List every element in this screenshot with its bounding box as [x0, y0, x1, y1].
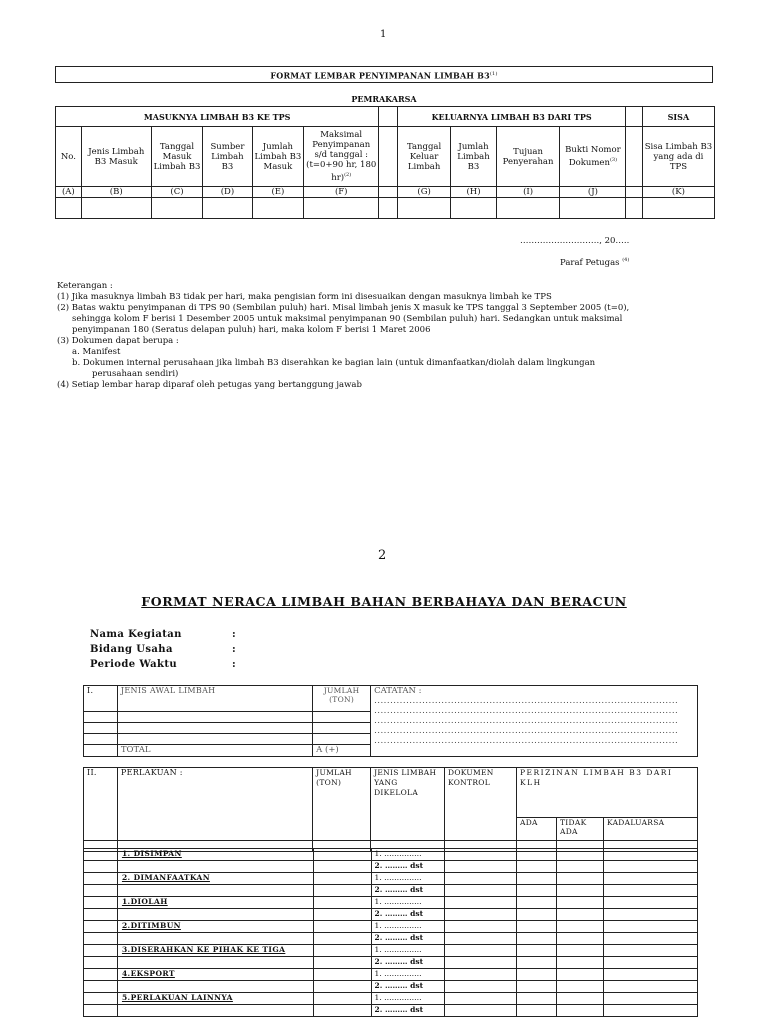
entry-cell[interactable] — [557, 873, 604, 885]
entry-cell[interactable] — [151, 198, 202, 219]
jumlah-cell[interactable] — [313, 909, 371, 921]
perlakuan-label — [117, 909, 313, 921]
entry-cell[interactable] — [604, 945, 698, 957]
perlakuan-row — [84, 981, 698, 993]
spacer-cell — [626, 107, 642, 127]
perlakuan-label — [117, 981, 313, 993]
sub-item[interactable]: 2. ……… dst — [371, 933, 445, 945]
blank-cell — [84, 849, 118, 861]
entry-cell[interactable] — [557, 885, 604, 897]
pemrakarsa-heading: PEMRAKARSA — [351, 94, 417, 104]
jumlah-cell[interactable] — [313, 861, 371, 873]
blank-cell — [84, 885, 118, 897]
section-keluar: KELUARNYA LIMBAH B3 DARI TPS — [397, 107, 626, 127]
entry-cell[interactable] — [517, 897, 557, 909]
sub-item[interactable]: 1. …………… — [371, 921, 445, 933]
entry-cell[interactable] — [445, 849, 517, 861]
entry-cell[interactable] — [517, 933, 557, 945]
code-c: (C) — [151, 187, 202, 198]
jumlah-ton-header-2: JUMLAH (TON) — [313, 768, 371, 841]
col-tujuan: Tujuan Penyerahan — [496, 127, 560, 187]
perlakuan-header: PERLAKUAN : — [117, 768, 312, 841]
col-bukti-sup: (3) — [609, 157, 618, 164]
note-3a: a. Manifest — [72, 347, 121, 357]
entry-cell[interactable] — [604, 909, 698, 921]
sub-item[interactable]: 2. ……… dst — [371, 981, 445, 993]
sub-item[interactable]: 1. …………… — [371, 849, 445, 861]
entry-cell[interactable] — [517, 909, 557, 921]
code-g: (G) — [397, 187, 451, 198]
blank-cell — [84, 745, 118, 757]
total-label: TOTAL — [117, 745, 312, 757]
entry-cell[interactable] — [517, 957, 557, 969]
meta-sep: : — [232, 644, 237, 655]
keterangan-notes — [57, 281, 717, 391]
entry-cell[interactable] — [604, 957, 698, 969]
sub-item[interactable]: 1. …………… — [371, 873, 445, 885]
neraca-title: FORMAT NERACA LIMBAH BAHAN BERBAHAYA DAN BERACUN — [141, 594, 627, 609]
entry-cell[interactable] — [445, 933, 517, 945]
column-header-row — [56, 127, 715, 187]
entry-cell[interactable] — [445, 897, 517, 909]
section-sisa: SISA — [642, 107, 714, 127]
blank-cell — [84, 909, 118, 921]
section-masuk: MASUKNYA LIMBAH B3 KE TPS — [56, 107, 379, 127]
entry-cell[interactable] — [604, 1005, 698, 1017]
perlakuan-row — [84, 909, 698, 921]
blank-cell — [84, 897, 118, 909]
blank-cell — [84, 1005, 118, 1017]
entry-cell[interactable] — [445, 885, 517, 897]
meta-label: Bidang Usaha — [90, 644, 173, 655]
catatan-line: ............................................................................................... — [374, 716, 679, 726]
entry-cell[interactable] — [445, 1005, 517, 1017]
entry-cell[interactable] — [517, 945, 557, 957]
perlakuan-label: 1.DIOLAH — [117, 897, 313, 909]
meta-bidang-usaha — [90, 644, 236, 655]
sub-item[interactable]: 2. ……… dst — [371, 861, 445, 873]
keterangan-title: Keterangan : — [57, 281, 113, 291]
entry-cell[interactable] — [117, 712, 312, 723]
entry-cell[interactable] — [517, 849, 557, 861]
sub-item[interactable]: 2. ……… dst — [371, 957, 445, 969]
blank-cell — [84, 957, 118, 969]
entry-cell[interactable] — [604, 921, 698, 933]
entry-cell[interactable] — [557, 909, 604, 921]
page-number-2: 2 — [378, 548, 387, 563]
storage-table — [55, 106, 715, 219]
blank-cell — [84, 993, 118, 1005]
jumlah-cell[interactable] — [313, 849, 371, 861]
perlakuan-row — [84, 945, 698, 957]
entry-cell[interactable] — [557, 921, 604, 933]
paraf-sup: (4) — [622, 257, 630, 263]
perlakuan-label: 1. DISIMPAN — [117, 849, 313, 861]
sub-item[interactable]: 2. ……… dst — [371, 1005, 445, 1017]
entry-cell[interactable] — [517, 969, 557, 981]
jumlah-cell[interactable] — [313, 1005, 371, 1017]
code-i: (I) — [496, 187, 560, 198]
perlakuan-label: 3.DISERAHKAN KE PIHAK KE TIGA — [117, 945, 313, 957]
perlakuan-row — [84, 957, 698, 969]
sub-item[interactable]: 2. ……… dst — [371, 909, 445, 921]
perlakuan-row — [84, 873, 698, 885]
entry-cell[interactable] — [557, 1005, 604, 1017]
note-2-cont: penyimpanan 180 (Seratus delapan puluh) hari, maka kolom F berisi 1 Maret 2006 — [72, 325, 431, 335]
entry-cell[interactable] — [557, 897, 604, 909]
entry-cell[interactable] — [445, 921, 517, 933]
catatan-line: ............................................................................................... — [374, 736, 679, 746]
entry-cell[interactable] — [313, 712, 371, 723]
perlakuan-row — [84, 885, 698, 897]
col-sisa: Sisa Limbah B3 yang ada di TPS — [642, 127, 714, 187]
col-maksimal-sup: (2) — [344, 172, 352, 179]
code-k: (K) — [642, 187, 714, 198]
perlakuan-row — [84, 993, 698, 1005]
entry-cell[interactable] — [397, 198, 451, 219]
entry-cell[interactable] — [445, 861, 517, 873]
jumlah-cell[interactable] — [313, 981, 371, 993]
spacer-cell — [379, 198, 398, 219]
total-value: A (+) — [313, 745, 371, 757]
entry-cell[interactable] — [517, 921, 557, 933]
perlakuan-label: 5.PERLAKUAN LAINNYA — [117, 993, 313, 1005]
entry-cell[interactable] — [304, 198, 379, 219]
sub-item[interactable]: 1. …………… — [371, 993, 445, 1005]
perlakuan-row — [84, 921, 698, 933]
entry-cell[interactable] — [313, 734, 371, 745]
jenis-dikelola-header: JENIS LIMBAH YANG DIKELOLA — [371, 768, 445, 841]
note-2: (2) Batas waktu penyimpanan di TPS 90 (Sembilan puluh) hari. Misal limbah jenis X masuk ke TPS tanggal 3 September 2005 (t=0), — [57, 303, 630, 313]
entry-cell[interactable] — [517, 1005, 557, 1017]
note-4: (4) Setiap lembar harap diparaf oleh petugas yang bertanggung jawab — [57, 380, 362, 390]
code-j: (J) — [560, 187, 626, 198]
paraf-petugas — [560, 257, 629, 268]
code-a: (A) — [56, 187, 82, 198]
entry-cell[interactable] — [517, 993, 557, 1005]
entry-cell[interactable] — [604, 981, 698, 993]
kadaluarsa-header: KADALUARSA — [603, 818, 697, 841]
spacer-cell — [626, 198, 642, 219]
blank-cell — [84, 712, 118, 723]
meta-label: Nama Kegiatan — [90, 629, 182, 640]
neraca-table — [83, 685, 698, 852]
sub-item[interactable]: 2. ……… dst — [371, 885, 445, 897]
note-2-cont: sehingga kolom F berisi 1 Desember 2005 untuk maksimal penyimpanan 90 (Sembilan puluh) hari. Sedangkan untuk maksimal — [72, 314, 623, 324]
blank-cell — [84, 921, 118, 933]
entry-cell[interactable] — [604, 933, 698, 945]
entry-cell[interactable] — [557, 861, 604, 873]
form-title-text: FORMAT LEMBAR PENYIMPANAN LIMBAH B3 — [270, 70, 490, 81]
perlakuan-row — [84, 933, 698, 945]
code-f: (F) — [304, 187, 379, 198]
catatan-label: CATATAN : — [374, 686, 422, 696]
col-tanggal-masuk: Tanggal Masuk Limbah B3 — [151, 127, 202, 187]
separator-row — [84, 757, 698, 768]
perlakuan-row — [84, 861, 698, 873]
col-no: No. — [56, 127, 82, 187]
col-jenis: Jenis Limbah B3 Masuk — [81, 127, 151, 187]
entry-cell[interactable] — [117, 734, 312, 745]
jumlah-cell[interactable] — [313, 957, 371, 969]
perlakuan-label — [117, 1005, 313, 1017]
entry-cell[interactable] — [604, 885, 698, 897]
code-row — [56, 187, 715, 198]
code-d: (D) — [203, 187, 252, 198]
paraf-text: Paraf Petugas — [560, 257, 620, 268]
entry-cell[interactable] — [81, 198, 151, 219]
dokumen-kontrol-header: DOKUMEN KONTROL — [445, 768, 517, 841]
jumlah-cell[interactable] — [313, 873, 371, 885]
perlakuan-row — [84, 897, 698, 909]
blank-cell — [84, 933, 118, 945]
entry-cell[interactable] — [604, 849, 698, 861]
catatan-line: ............................................................................................... — [374, 696, 679, 706]
entry-cell[interactable] — [604, 873, 698, 885]
catatan-line: ............................................................................................... — [374, 706, 679, 716]
jumlah-cell[interactable] — [313, 993, 371, 1005]
tidak-ada-header: TIDAK ADA — [556, 818, 603, 841]
blank-cell — [84, 861, 118, 873]
entry-cell[interactable] — [517, 981, 557, 993]
section-header-row — [56, 107, 715, 127]
blank-cell — [84, 873, 118, 885]
col-jumlah-masuk: Jumlah Limbah B3 Masuk — [252, 127, 303, 187]
perlakuan-row — [84, 849, 698, 861]
entry-cell[interactable] — [517, 873, 557, 885]
spacer-cell — [379, 127, 398, 187]
entry-cell[interactable] — [604, 861, 698, 873]
note-3: (3) Dokumen dapat berupa : — [57, 336, 179, 346]
blank-cell — [84, 723, 118, 734]
note-3b-cont: perusahaan sendiri) — [92, 369, 179, 379]
entry-cell[interactable] — [313, 723, 371, 734]
entry-cell[interactable] — [557, 981, 604, 993]
jumlah-cell[interactable] — [313, 885, 371, 897]
sub-item[interactable]: 1. …………… — [371, 945, 445, 957]
spacer-cell — [379, 107, 398, 127]
code-h: (H) — [451, 187, 496, 198]
entry-cell[interactable] — [642, 198, 714, 219]
perlakuan-label: 2.DITIMBUN — [117, 921, 313, 933]
perlakuan-label — [117, 861, 313, 873]
entry-cell[interactable] — [557, 849, 604, 861]
entry-cell[interactable] — [56, 198, 82, 219]
entry-cell[interactable] — [445, 969, 517, 981]
catatan-box[interactable] — [371, 686, 698, 757]
entry-cell[interactable] — [445, 873, 517, 885]
perlakuan-row — [84, 1005, 698, 1017]
meta-periode-waktu — [90, 659, 236, 670]
entry-cell[interactable] — [451, 198, 496, 219]
jumlah-cell[interactable] — [313, 921, 371, 933]
sub-item[interactable]: 1. …………… — [371, 897, 445, 909]
code-b: (B) — [81, 187, 151, 198]
meta-sep: : — [232, 659, 237, 670]
entry-cell[interactable] — [445, 957, 517, 969]
page-number-1: 1 — [380, 29, 387, 40]
jumlah-cell[interactable] — [313, 969, 371, 981]
entry-cell[interactable] — [557, 993, 604, 1005]
entry-cell[interactable] — [604, 993, 698, 1005]
blank-cell — [84, 981, 118, 993]
col-jumlah-keluar: Jumlah Limbah B3 — [451, 127, 496, 187]
date-line: ………………………., 20….. — [520, 236, 630, 246]
ada-header: ADA — [517, 818, 557, 841]
jumlah-cell[interactable] — [313, 897, 371, 909]
col-bukti-text: Bukti Nomor Dokumen — [565, 145, 621, 168]
empty-entry-row — [56, 198, 715, 219]
col-maksimal — [304, 127, 379, 187]
entry-cell[interactable] — [445, 993, 517, 1005]
col-tanggal-keluar: Tanggal Keluar Limbah — [397, 127, 451, 187]
perlakuan-label: 4.EKSPORT — [117, 969, 313, 981]
catatan-line: ............................................................................................... — [374, 726, 679, 736]
jenis-awal-header: JENIS AWAL LIMBAH — [117, 686, 312, 712]
entry-cell[interactable] — [517, 885, 557, 897]
entry-cell[interactable] — [517, 861, 557, 873]
jumlah-cell[interactable] — [313, 945, 371, 957]
perlakuan-label — [117, 957, 313, 969]
note-1: (1) Jika masuknya limbah B3 tidak per hari, maka pengisian form ini disesuaikan dengan masuknya limbah ke TPS — [57, 292, 552, 302]
col-sumber: Sumber Limbah B3 — [203, 127, 252, 187]
entry-cell[interactable] — [557, 945, 604, 957]
entry-cell[interactable] — [557, 969, 604, 981]
entry-cell[interactable] — [496, 198, 560, 219]
entry-cell[interactable] — [560, 198, 626, 219]
col-bukti — [560, 127, 626, 187]
meta-nama-kegiatan — [90, 629, 236, 640]
entry-cell[interactable] — [445, 981, 517, 993]
title-footnote: (1) — [489, 71, 498, 77]
perizinan-header: PERIZINAN LIMBAH B3 DARI KLH — [517, 768, 698, 818]
sub-item[interactable]: 1. …………… — [371, 969, 445, 981]
blank-cell — [84, 734, 118, 745]
col-maksimal-text: Maksimal Penyimpanan s/d tanggal : (t=0+90 hr, 180 hr) — [306, 130, 377, 183]
spacer-cell — [626, 187, 642, 198]
blank-cell — [84, 969, 118, 981]
entry-cell[interactable] — [252, 198, 303, 219]
jumlah-ton-header: JUMLAH (TON) — [313, 686, 371, 712]
entry-cell[interactable] — [557, 957, 604, 969]
perlakuan-label — [117, 885, 313, 897]
perlakuan-label: 2. DIMANFAATKAN — [117, 873, 313, 885]
perlakuan-label — [117, 933, 313, 945]
entry-cell[interactable] — [445, 945, 517, 957]
roman-ii: II. — [84, 768, 118, 841]
meta-label: Periode Waktu — [90, 659, 178, 670]
entry-cell[interactable] — [203, 198, 252, 219]
entry-cell[interactable] — [604, 969, 698, 981]
jumlah-cell[interactable] — [313, 933, 371, 945]
perlakuan-rows — [83, 848, 698, 1017]
roman-i: I. — [84, 686, 118, 712]
blank-cell — [84, 945, 118, 957]
perlakuan-row — [84, 969, 698, 981]
meta-sep: : — [232, 629, 237, 640]
entry-cell[interactable] — [117, 723, 312, 734]
spacer-cell — [379, 187, 398, 198]
code-e: (E) — [252, 187, 303, 198]
spacer-cell — [626, 127, 642, 187]
form-title-penyimpanan — [55, 66, 713, 83]
entry-cell[interactable] — [557, 933, 604, 945]
entry-cell[interactable] — [604, 897, 698, 909]
entry-cell[interactable] — [445, 909, 517, 921]
note-3b: b. Dokumen internal perusahaan jika limbah B3 diserahkan ke bagian lain (untuk dimanfaatkan/diolah dalam lingkungan — [72, 358, 596, 368]
